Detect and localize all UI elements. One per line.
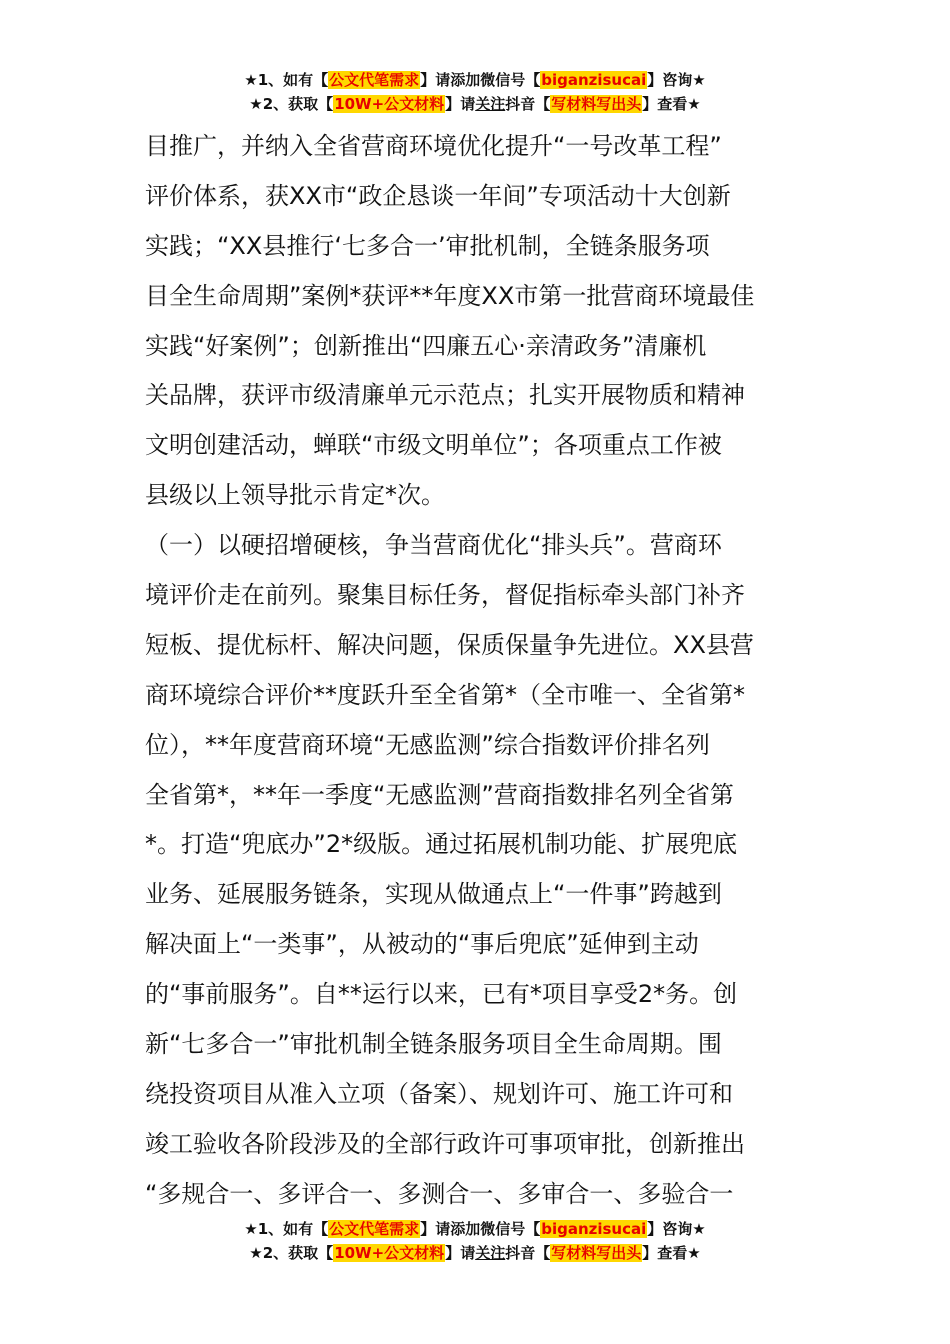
banner-line-1 (0, 1217, 950, 1241)
text-line: 关品牌，获评市级清廉单元示范点；扎实开展物质和精神 (145, 381, 745, 410)
underlined-follow: 关注 (475, 1244, 506, 1262)
text-line: 业务、延展服务链条，实现从做通点上“一件事”跨越到 (145, 880, 722, 909)
text-line: 实践；“XX县推行‘七多合一’审批机制，全链条服务项 (145, 231, 710, 260)
document-body (145, 122, 810, 1220)
text-line: 文明创建活动，蝉联“市级文明单位”；各项重点工作被 (145, 431, 722, 460)
highlight-ghostwriting: 公文代笔需求 (329, 71, 420, 89)
text-line: 目推广，并纳入全省营商环境优化提升“一号改革工程” (145, 132, 722, 160)
highlight-ghostwriting: 公文代笔需求 (329, 1220, 420, 1238)
text-line: 商环境综合评价**度跃升至全省第*（全市唯一、全省第* (145, 680, 745, 709)
highlight-douyin-account: 写材料写出头 (551, 95, 642, 113)
text-line: 绕投资项目从准入立项（备案）、规划许可、施工许可和 (145, 1079, 733, 1108)
footer-banner (0, 1217, 950, 1265)
banner-line-2 (0, 92, 950, 116)
banner-text: ★2、获取【 (249, 1244, 334, 1262)
banner-text: 】咨询★ (647, 71, 706, 89)
highlight-douyin-account: 写材料写出头 (551, 1244, 642, 1262)
text-line: 的“事前服务”。自**运行以来，已有*项目享受2*务。创 (145, 980, 738, 1009)
highlight-wechat-id: biganzisucai (541, 71, 647, 89)
text-line: 目全生命周期”案例*获评**年度XX市第一批营商环境最佳 (145, 281, 755, 310)
banner-text: 】查看★ (642, 1244, 701, 1262)
banner-text: 抖音【 (505, 95, 551, 113)
text-line: 评价体系，获XX市“政企恳谈一年间”专项活动十大创新 (145, 181, 731, 210)
text-line: 境评价走在前列。聚集目标任务，督促指标牵头部门补齐 (145, 581, 745, 610)
banner-text: 】请 (445, 95, 476, 113)
text-line: 新“七多合一”审批机制全链条服务项目全生命周期。围 (145, 1030, 722, 1059)
text-line: 位），**年度营商环境“无感监测”综合指数评价排名列 (145, 730, 710, 759)
paragraph-continued (145, 122, 810, 521)
text-line: 短板、提优标杆、解决问题，保质保量争先进位。XX县营 (145, 630, 754, 659)
highlight-materials: 10W+公文材料 (334, 95, 445, 113)
banner-text: 】请添加微信号【 (420, 1220, 541, 1238)
banner-line-2 (0, 1241, 950, 1265)
text-line: 县级以上领导批示肯定*次。 (145, 481, 445, 510)
banner-text: 】咨询★ (647, 1220, 706, 1238)
underlined-follow: 关注 (475, 95, 506, 113)
banner-text: ★2、获取【 (249, 95, 334, 113)
paragraph-section-1 (145, 521, 810, 1219)
banner-text: 】请 (445, 1244, 476, 1262)
text-line: 全省第*，**年一季度“无感监测”营商指数排名列全省第 (145, 780, 734, 809)
banner-text: 抖音【 (505, 1244, 551, 1262)
highlight-wechat-id: biganzisucai (541, 1220, 647, 1238)
banner-text: 】查看★ (642, 95, 701, 113)
text-line: 实践“好案例”；创新推出“四廉五心·亲清政务”清廉机 (145, 331, 707, 360)
header-banner (0, 68, 950, 116)
text-line: 竣工验收各阶段涉及的全部行政许可事项审批，创新推出 (145, 1129, 745, 1158)
text-line: *。打造“兜底办”2*级版。通过拓展机制功能、扩展兜底 (145, 830, 738, 859)
text-line: 解决面上“一类事”，从被动的“事后兜底”延伸到主动 (145, 930, 699, 959)
highlight-materials: 10W+公文材料 (334, 1244, 445, 1262)
banner-text: ★1、如有【 (244, 71, 329, 89)
banner-line-1 (0, 68, 950, 92)
text-line: （一）以硬招增硬核，争当营商优化“排头兵”。营商环 (145, 531, 722, 560)
text-line: “多规合一、多评合一、多测合一、多审合一、多验合一 (145, 1179, 734, 1208)
banner-text: 】请添加微信号【 (420, 71, 541, 89)
banner-text: ★1、如有【 (244, 1220, 329, 1238)
